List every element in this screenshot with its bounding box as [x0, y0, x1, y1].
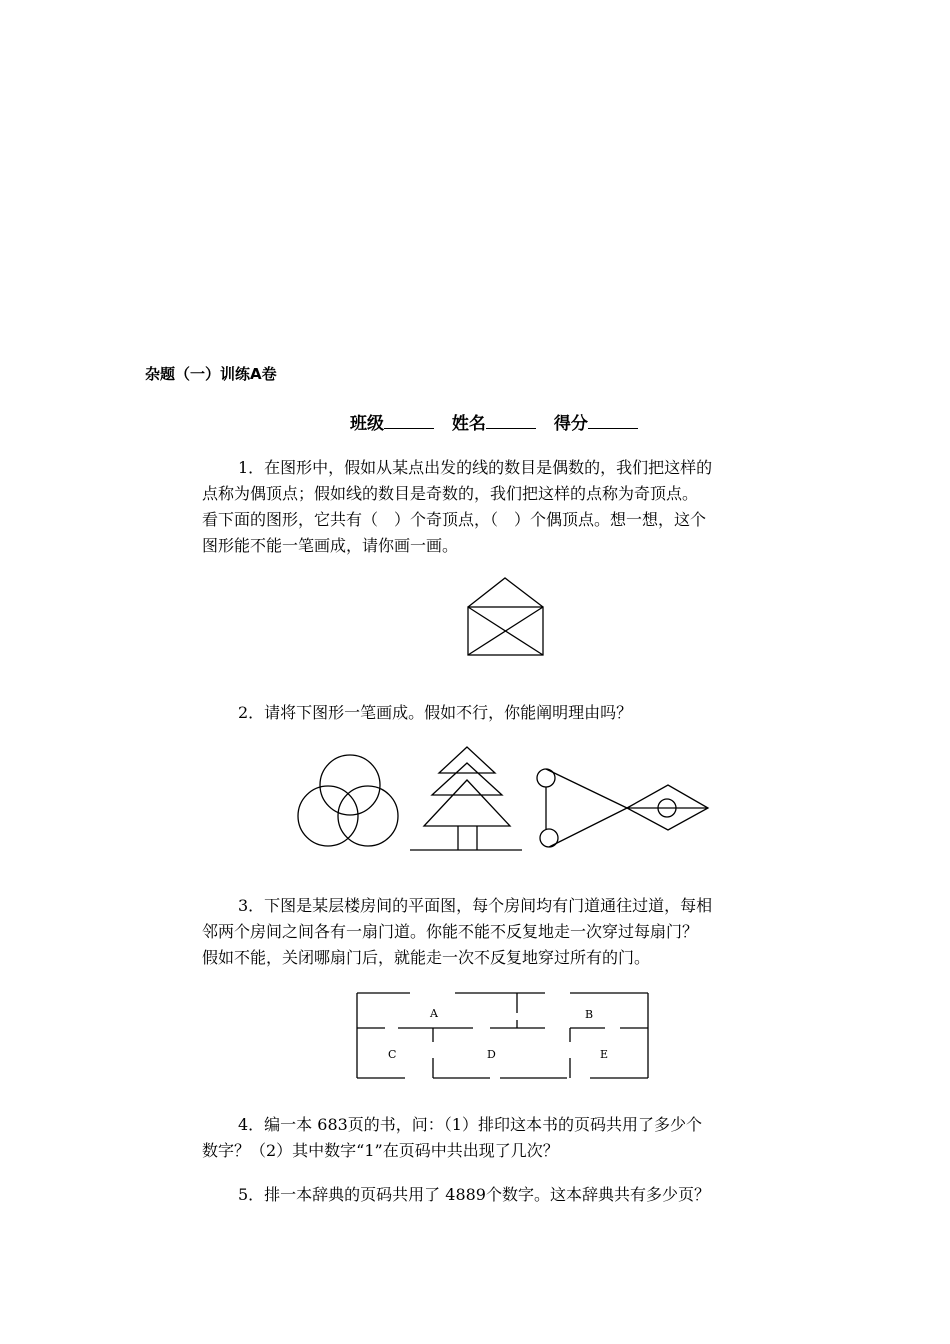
- question-5: [202, 1182, 807, 1208]
- page-title: 杂题（一）训练A卷: [145, 365, 277, 383]
- room-label-d: D: [487, 1048, 496, 1061]
- class-label: 班级: [350, 414, 384, 434]
- question-line: 3．下图是某层楼房间的平面图，每个房间均有门道通往过道，每相: [238, 896, 713, 915]
- room-label-b: B: [585, 1008, 594, 1021]
- room-label-c: C: [388, 1048, 397, 1061]
- room-label-e: E: [600, 1048, 609, 1061]
- question-line: 邻两个房间之间各有一扇门道。你能不能不反复地走一次穿过每扇门？: [202, 922, 699, 941]
- question-line: 数字？（2）其中数字“1”在页码中共出现了几次？: [202, 1141, 559, 1160]
- question-line: 看下面的图形，它共有（ ）个奇顶点，（ ）个偶顶点。想一想，这个: [202, 510, 707, 529]
- score-label: 得分: [553, 414, 588, 434]
- question-line: 1．在图形中，假如从某点出发的线的数目是偶数的，我们把这样的: [238, 458, 713, 477]
- question-line: 图形能不能一笔画成，请你画一画。: [202, 536, 459, 555]
- question-line: 2．请将下图形一笔画成。假如不行，你能阐明理由吗？: [238, 703, 633, 722]
- question-4: [202, 1112, 807, 1164]
- question-line: 5．排一本辞典的页码共用了 4889个数字。这本辞典共有多少页？: [238, 1185, 710, 1204]
- question-line: 点称为偶顶点；假如线的数目是奇数的，我们把这样的点称为奇顶点。: [202, 484, 699, 503]
- question-line: 4．编一本 683页的书，问：（1）排印这本书的页码共用了多少个: [238, 1115, 702, 1134]
- question-line: 假如不能，关闭哪扇门后，就能走一次不反复地穿过所有的门。: [202, 948, 651, 967]
- room-label-a: A: [430, 1007, 438, 1020]
- name-label: 姓名: [451, 414, 486, 434]
